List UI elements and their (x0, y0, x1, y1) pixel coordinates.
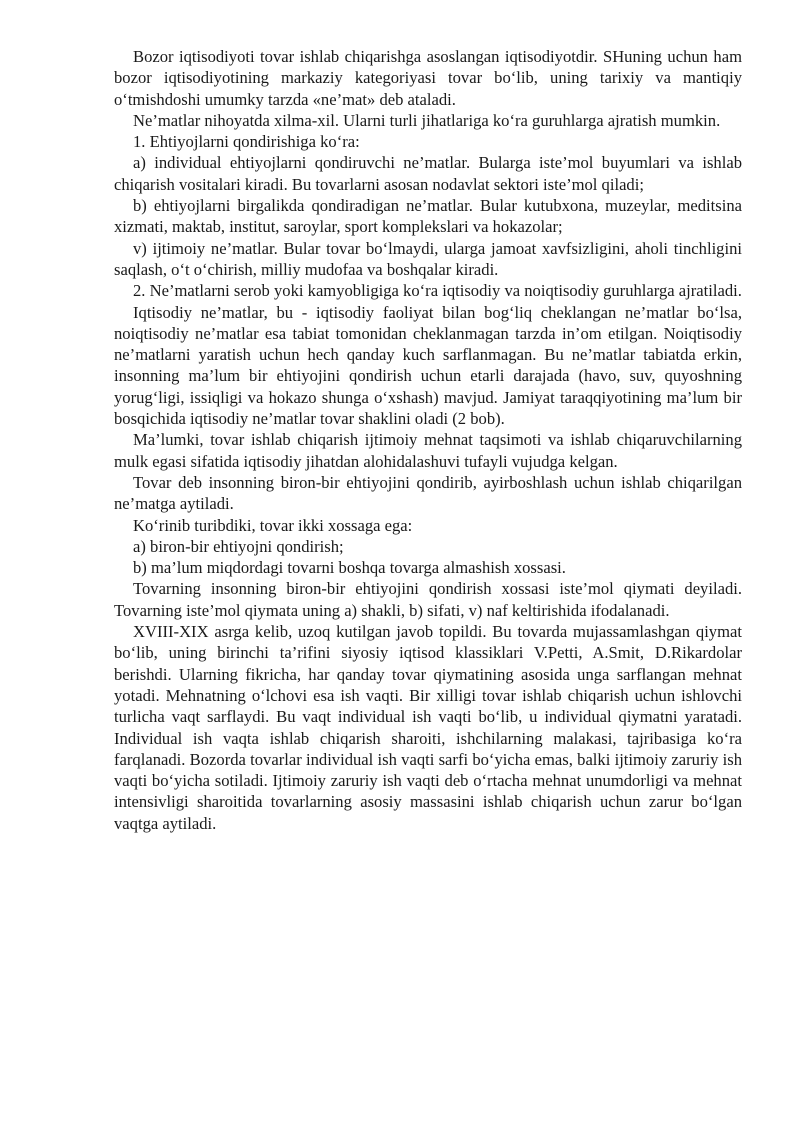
paragraph-tovar-definition: Tovar deb insonning biron-bir ehtiyojini qondirib, ayirboshlash uchun ishlab chiqarilgan ne’matga aytiladi. (114, 472, 742, 514)
list-heading-2: 2. Ne’matlarni serob yoki kamyobligiga ko‘ra iqtisodiy va noiqtisodiy guruhlarga ajratiladi. (133, 281, 742, 301)
list-item-a: a) individual ehtiyojlarni qondiruvchi ne’matlar. Bularga iste’mol buyumlari va ishlab chiqarish vositalari kiradi. Bu tovarlarni asosan nodavlat sektori iste’mol qiladi; (114, 153, 742, 194)
paragraph-istemol-qiymati: Tovarning insonning biron-bir ehtiyojini qondirish xossasi iste’mol qiymati deyiladi. Tovarning iste’mol qiymata uning a) shakli, b) sifati, v) naf keltirishida ifodalanadi. (114, 579, 742, 620)
list-item-b: b) ehtiyojlarni birgalikda qondiradigan ne’matlar. Bular kutubxona, muzeylar, meditsina xizmati, maktab, institut, saroylar, sport komplekslari va hokazolar; (114, 196, 742, 237)
paragraph-xossalar: Ko‘rinib turibdiki, tovar ikki xossaga ega: (133, 515, 413, 535)
list-item-v: v) ijtimoiy ne’matlar. Bular tovar bo‘lmaydi, ularga jamoat xavfsizligini, aholi tinchligini saqlash, o‘t o‘chirish, milliy mudofaa va boshqalar kiradi. (114, 238, 742, 279)
document-page (114, 46, 742, 834)
list-heading-1: 1. Ehtiyojlarni qondirishiga ko‘ra: (133, 132, 360, 152)
paragraph-intro: Bozor iqtisodiyoti tovar ishlab chiqarishga asoslangan iqtisodiyotdir. SHuning uchun ham bozor iqtisodiyotining markaziy kategoriyasi tovar bo‘lib, uning tarixiy va mantiqiy o‘tmishdoshi umumky tarzda «ne’mat» deb ataladi. (114, 47, 742, 109)
paragraph-xviii-xix: XVIII-XIX asrga kelib, uzoq kutilgan javob topildi. Bu tovarda mujassamlashgan qiymat bo‘lib, uning birinchi ta’rifini siyosiy iqtisod klassiklari V.Petti, A.Smit, D.Rikardolar berishdi. Ularning fikricha, har qanday tovar qiymatining asosida unga sarflangan mehnat yotadi. Mehnatning o‘lchovi esa ish vaqti. Bir xilligi tovar ishlab chiqarish uchun ishlovchi turlicha vaqt sarflaydi. Bu vaqt individual ish vaqti bo‘lib, u individual qiymatni yaratadi. Individual ish vaqta ishlab chiqarish sharoiti, ishchilarning malakasi, tajribasiga ko‘ra farqlanadi. Bozorda tovarlar individual ish vaqti sarfi bo‘yicha emas, balki ijtimoiy zaruriy ish vaqti bo‘yicha sotiladi. Ijtimoiy zaruriy ish vaqti deb o‘rtacha mehnat unumdorligi va mehnat intensivligi sharoitida tovarlarning asosiy massasini ishlab chiqarish uchun zarur bo‘lgan vaqtga aytiladi. (114, 622, 742, 833)
paragraph-malumki: Ma’lumki, tovar ishlab chiqarish ijtimoiy mehnat taqsimoti va ishlab chiqaruvchilarning mulk egasi sifatida iqtisodiy jihatdan alohidalashuvi tufayli vujudga kelgan. (114, 430, 742, 471)
list-item-xossa-a: a) biron-bir ehtiyojni qondirish; (133, 536, 344, 556)
list-item-xossa-b: b) ma’lum miqdordagi tovarni boshqa tovarga almashish xossasi. (133, 558, 566, 578)
paragraph-iqtisodiy: Iqtisodiy ne’matlar, bu - iqtisodiy faoliyat bilan bog‘liq cheklangan ne’matlar bo‘lsa, noiqtisodiy ne’matlar esa tabiat tomonidan cheklanmagan tarzda in’om etilgan. Noiqtisodiy ne’matlarni yaratish uchun hech qanday kuch sarflanmagan. Bu ne’matlar tabiatda erkin, insonning ma’lum bir ehtiyojini qondirish uchun etarli darajada (havo, suv, quyoshning yorug‘ligi, issiqligi va hokazo shunga o‘xshash) mavjud. Jamiyat taraqqiyotining ma’lum bir bosqichida iqtisodiy ne’matlar tovar shaklini oladi (2 bob). (114, 302, 742, 429)
paragraph-nematlar: Ne’matlar nihoyatda xilma-xil. Ularni turli jihatlariga ko‘ra guruhlarga ajratish mumkin. (133, 110, 721, 130)
